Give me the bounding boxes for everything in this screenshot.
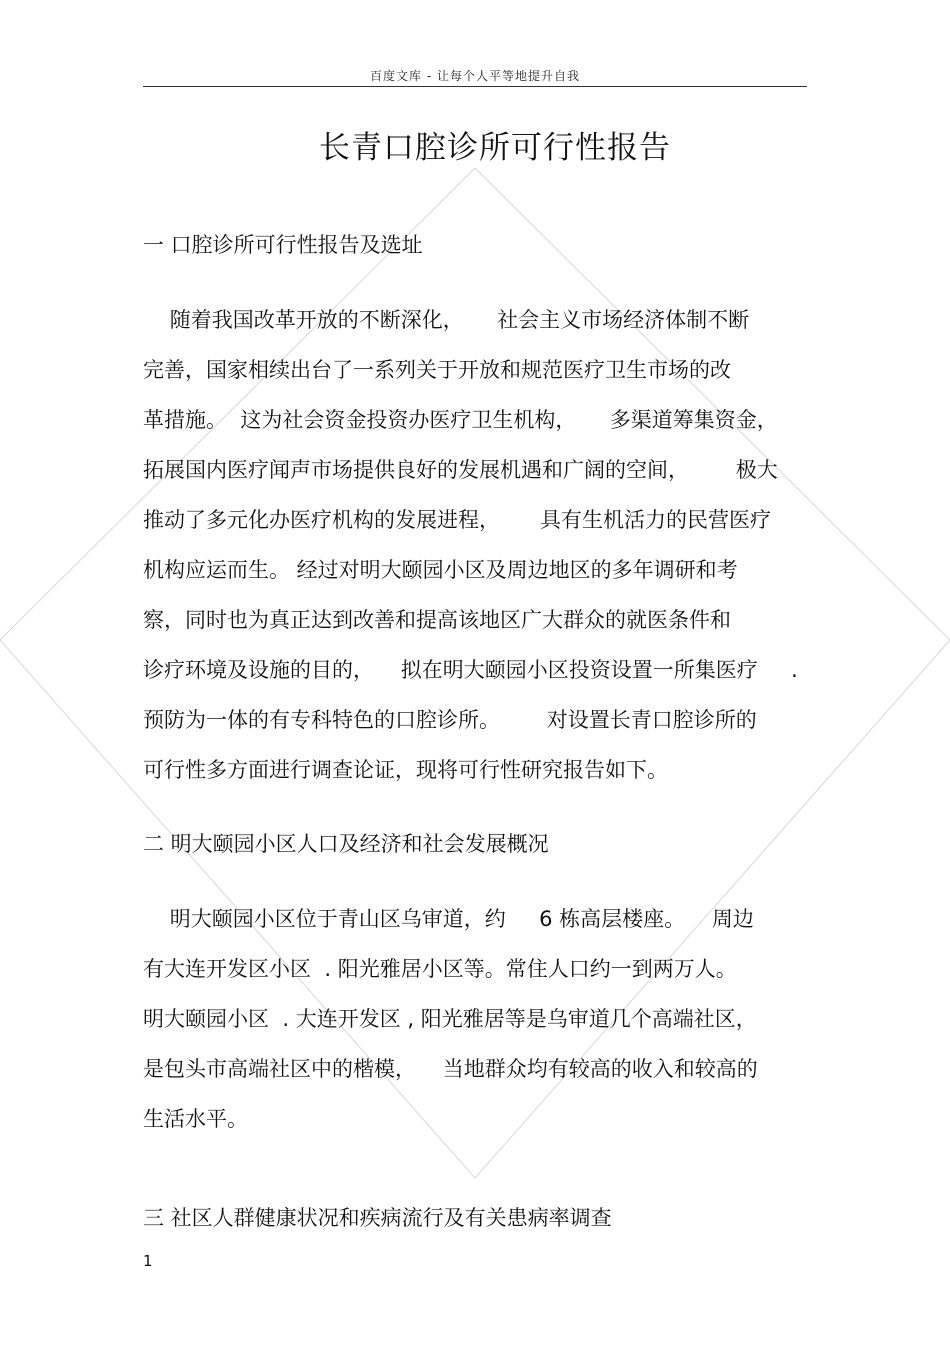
page-header: 百度文库 - 让每个人平等地提升自我: [370, 69, 580, 83]
paragraph-line: 革措施。 这为社会资金投资办医疗卫生机构， 多渠道筹集资金，: [143, 408, 778, 432]
paragraph-line: 推动了多元化办医疗机构的发展进程， 具有生机活力的民营医疗: [143, 508, 772, 532]
paragraph-line: 诊疗环境及设施的目的， 拟在明大颐园小区投资设置一所集医疗 .: [143, 658, 798, 682]
paragraph-line: 有大连开发区小区 . 阳光雅居小区等。常住人口约一到两万人。: [143, 957, 737, 981]
paragraph-line: 拓展国内医疗闻声市场提供良好的发展机遇和广阔的空间， 极大: [143, 458, 778, 482]
section-heading-2: 二 明大颐园小区人口及经济和社会发展概况: [143, 832, 549, 856]
paragraph-line: 随着我国改革开放的不断深化， 社会主义市场经济体制不断: [143, 308, 750, 332]
document-title: 长青口腔诊所可行性报告: [319, 130, 671, 166]
paragraph-line: 完善，国家相续出台了一系列关于开放和规范医疗卫生市场的改: [143, 358, 731, 382]
paragraph-line: 预防为一体的有专科特色的口腔诊所。 对设置长青口腔诊所的: [143, 708, 757, 732]
paragraph-line: 生活水平。: [143, 1107, 248, 1131]
paragraph-line: 明大颐园小区 . 大连开发区 , 阳光雅居等是乌审道几个高端社区，: [143, 1007, 757, 1031]
page-number: 1: [143, 1252, 153, 1270]
paragraph-line: 机构应运而生。 经过对明大颐园小区及周边地区的多年调研和考: [143, 558, 738, 582]
section-heading-3: 三 社区人群健康状况和疾病流行及有关患病率调查: [143, 1206, 612, 1230]
paragraph-line: 察，同时也为真正达到改善和提高该地区广大群众的就医条件和: [143, 608, 731, 632]
paragraph-line: 是包头市高端社区中的楷模， 当地群众均有较高的收入和较高的: [143, 1057, 758, 1081]
paragraph-line: 明大颐园小区位于青山区乌审道，约 6 栋高层楼座。 周边: [143, 907, 754, 931]
header-divider: [143, 86, 807, 87]
section-heading-1: 一 口腔诊所可行性报告及选址: [143, 233, 423, 257]
paragraph-line: 可行性多方面进行调查论证，现将可行性研究报告如下。: [143, 758, 668, 782]
